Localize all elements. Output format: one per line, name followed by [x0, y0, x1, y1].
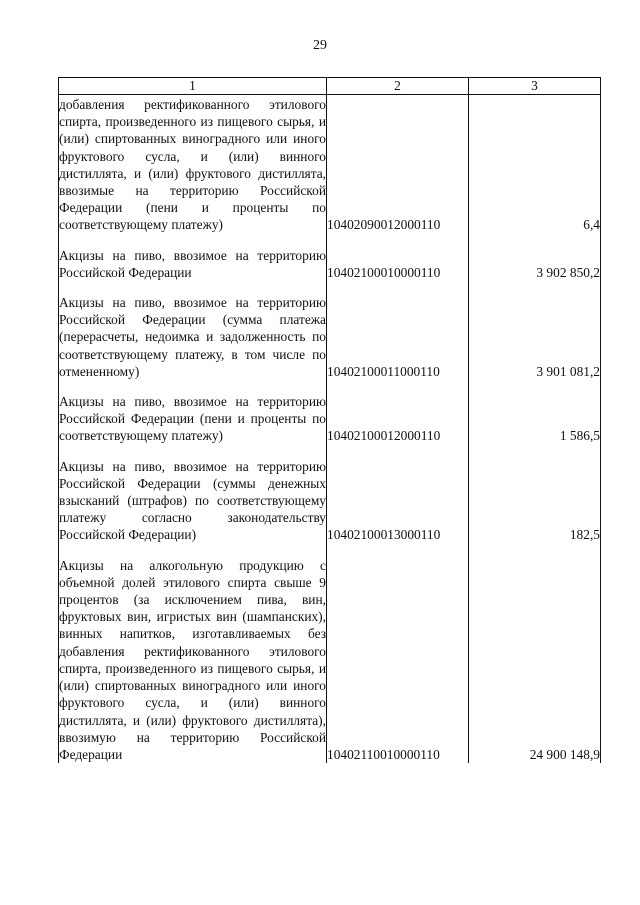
row-name: Акцизы на пиво, ввозимое на территорию Российской Федерации (пени и проценты по соответствующему платежу)	[59, 380, 327, 445]
table-row	[59, 234, 601, 281]
row-value: 6,4	[469, 95, 601, 234]
row-name: Акцизы на пиво, ввозимое на территорию Российской Федерации (суммы денежных взысканий (штрафов) по соответствующему платежу согласно законодательству Российской Федерации)	[59, 445, 327, 544]
column-header-3: 3	[469, 78, 601, 95]
table-header-row	[59, 78, 601, 95]
row-name: Акцизы на алкогольную продукцию с объемной долей этилового спирта свыше 9 процентов (за исключением пива, вин, фруктовых вин, игристых вин (шампанских), винных напитков, изготавливаемых без добавления ректификованного этилового спирта, произведенного из пищевого сырья, и (или) спиртованных виноградного или иного фруктового сусла, и (или) винного дистиллята, и (или) фруктового дистиллята), ввозимую на территорию Российской Федерации	[59, 544, 327, 763]
revenue-table	[58, 77, 601, 763]
table-row	[59, 544, 601, 763]
column-header-1: 1	[59, 78, 327, 95]
table-row	[59, 445, 601, 544]
row-code: 10402100011000110	[327, 281, 469, 380]
row-name: добавления ректификованного этилового спирта, произведенного из пищевого сырья, и (или) спиртованных виноградного или иного фруктового сусла, и (или) винного дистиллята, и (или) фруктового дистиллята, ввозимые на территорию Российской Федерации (пени и проценты по соответствующему платежу)	[59, 95, 327, 234]
table-row	[59, 95, 601, 234]
row-value: 24 900 148,9	[469, 544, 601, 763]
column-header-2: 2	[327, 78, 469, 95]
row-code: 10402100010000110	[327, 234, 469, 281]
row-code: 10402090012000110	[327, 95, 469, 234]
row-name: Акцизы на пиво, ввозимое на территорию Российской Федерации (сумма платежа (перерасчеты, недоимка и задолженность по соответствующему платежу, в том числе по отмененному)	[59, 281, 327, 380]
row-code: 10402110010000110	[327, 544, 469, 763]
row-name: Акцизы на пиво, ввозимое на территорию Российской Федерации	[59, 234, 327, 281]
row-code: 10402100013000110	[327, 445, 469, 544]
row-value: 3 901 081,2	[469, 281, 601, 380]
table-row	[59, 281, 601, 380]
page-number: 29	[313, 38, 327, 53]
row-code: 10402100012000110	[327, 380, 469, 445]
row-value: 1 586,5	[469, 380, 601, 445]
table-row	[59, 380, 601, 445]
row-value: 3 902 850,2	[469, 234, 601, 281]
row-value: 182,5	[469, 445, 601, 544]
